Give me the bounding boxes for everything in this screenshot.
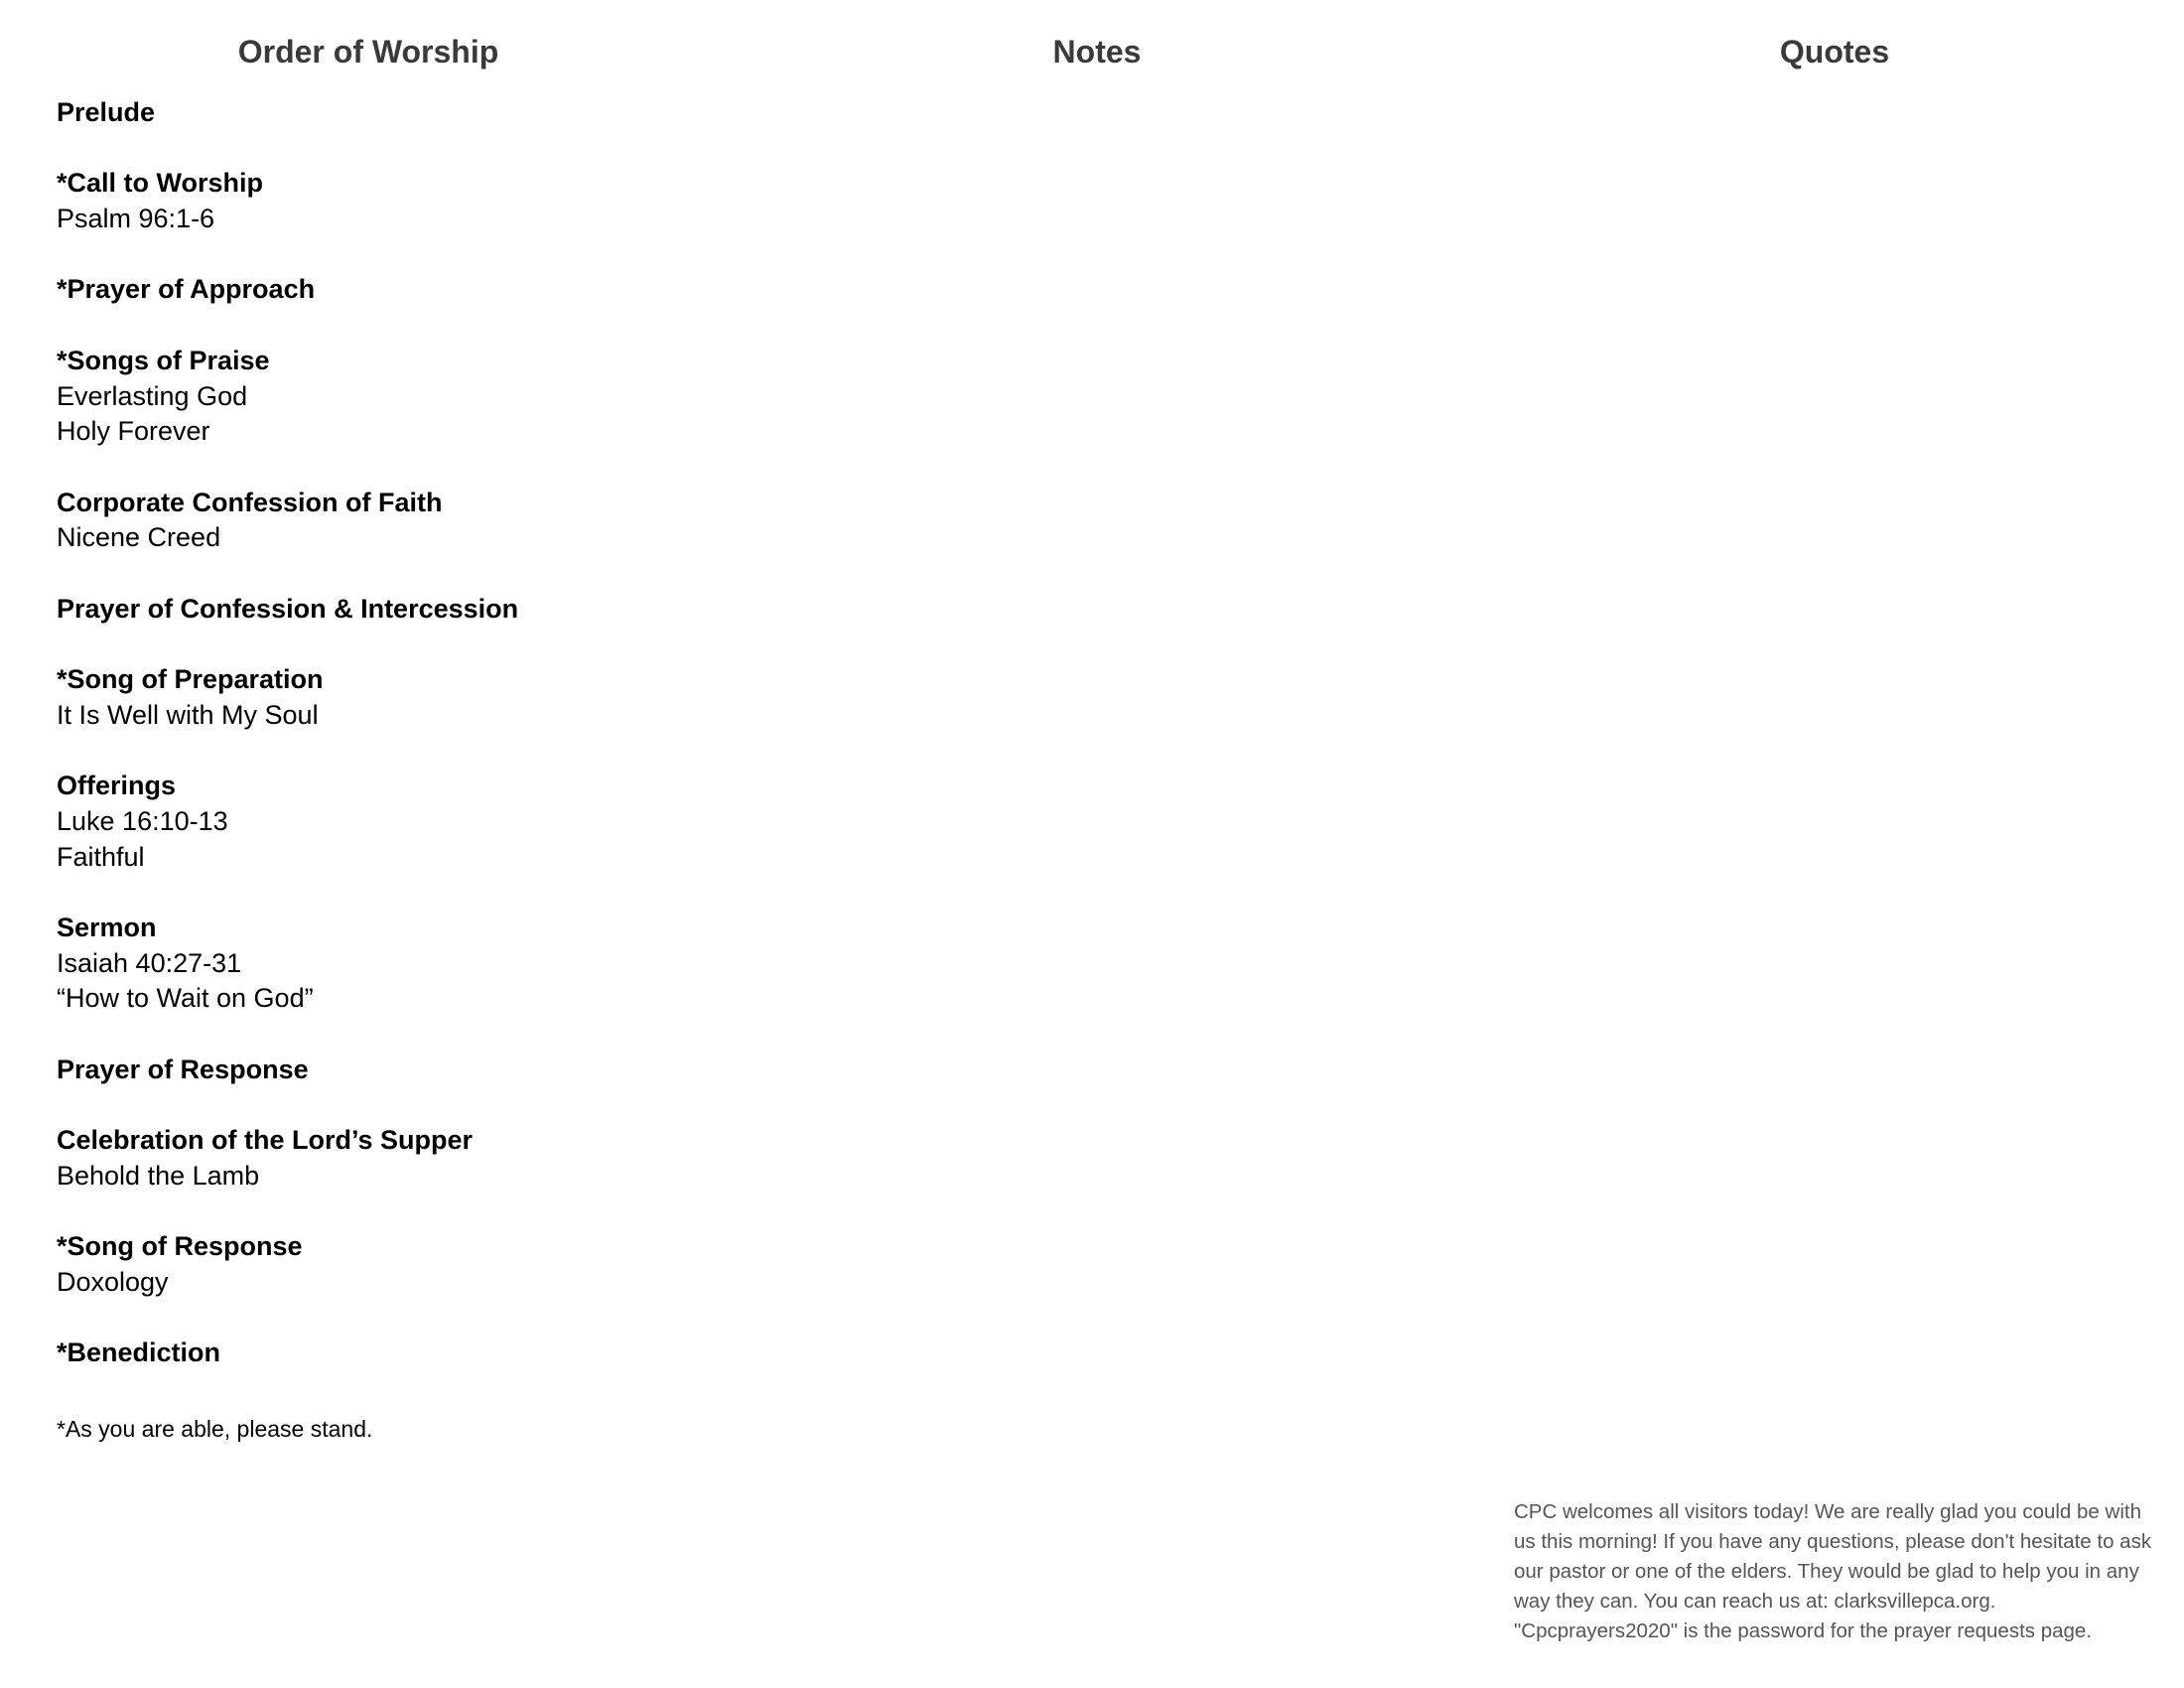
order-item-title: Prayer of Response [57,1054,309,1084]
order-item [57,1336,751,1371]
order-item [57,95,751,131]
order-item-title: *Prayer of Approach [57,274,316,305]
order-item-title: Sermon [57,913,157,943]
stand-note: *As you are able, please stand. [57,1416,373,1442]
order-item [57,662,751,733]
order-item-title: *Song of Preparation [57,664,324,695]
order-item-detail: Holy Forever [57,416,210,447]
order-item-detail: Luke 16:10-13 [57,805,228,836]
order-item-title: *Call to Worship [57,168,264,199]
order-item-title: *Songs of Praise [57,345,270,375]
order-item-detail: Everlasting God [57,380,248,411]
order-item [57,592,751,628]
order-item-title: *Benediction [57,1337,221,1368]
order-item [57,1229,751,1300]
order-item-title: Offerings [57,771,177,801]
order-item-title: Celebration of the Lord’s Supper [57,1125,474,1156]
order-of-worship-list [57,95,751,1407]
order-item-detail: Faithful [57,841,145,872]
order-item-title: *Song of Response [57,1231,303,1262]
order-item [57,1123,751,1194]
order-item-detail: Psalm 96:1-6 [57,204,215,234]
order-item [57,1053,751,1088]
order-item [57,769,751,875]
order-item-detail: Doxology [57,1267,169,1298]
order-item-detail: It Is Well with My Soul [57,699,319,730]
order-item-title: Prayer of Confession & Intercession [57,593,519,624]
order-item-detail: Behold the Lamb [57,1160,260,1191]
order-of-worship-heading: Order of Worship [237,34,499,70]
quotes-heading: Quotes [1779,34,1890,70]
order-item [57,344,751,450]
order-item [57,486,751,556]
order-item [57,272,751,308]
order-item-detail: “How to Wait on God” [57,983,314,1014]
order-item-detail: Nicene Creed [57,522,221,553]
welcome-note: CPC welcomes all visitors today! We are really glad you could be with us this morning! If you have any questions, please don't hesitate to ask our pastor or one of the elders. They would be glad to help you in any way they can. You can reach us at: clarksvillepca.org. "Cpcprayers2020" is the password for the prayer requests page. [1514,1500,2152,1642]
order-item [57,911,751,1017]
order-item [57,166,751,236]
order-item-title: Corporate Confession of Faith [57,487,443,517]
order-item-title: Prelude [57,97,156,127]
notes-heading: Notes [1052,34,1142,70]
order-item-detail: Isaiah 40:27-31 [57,947,242,978]
